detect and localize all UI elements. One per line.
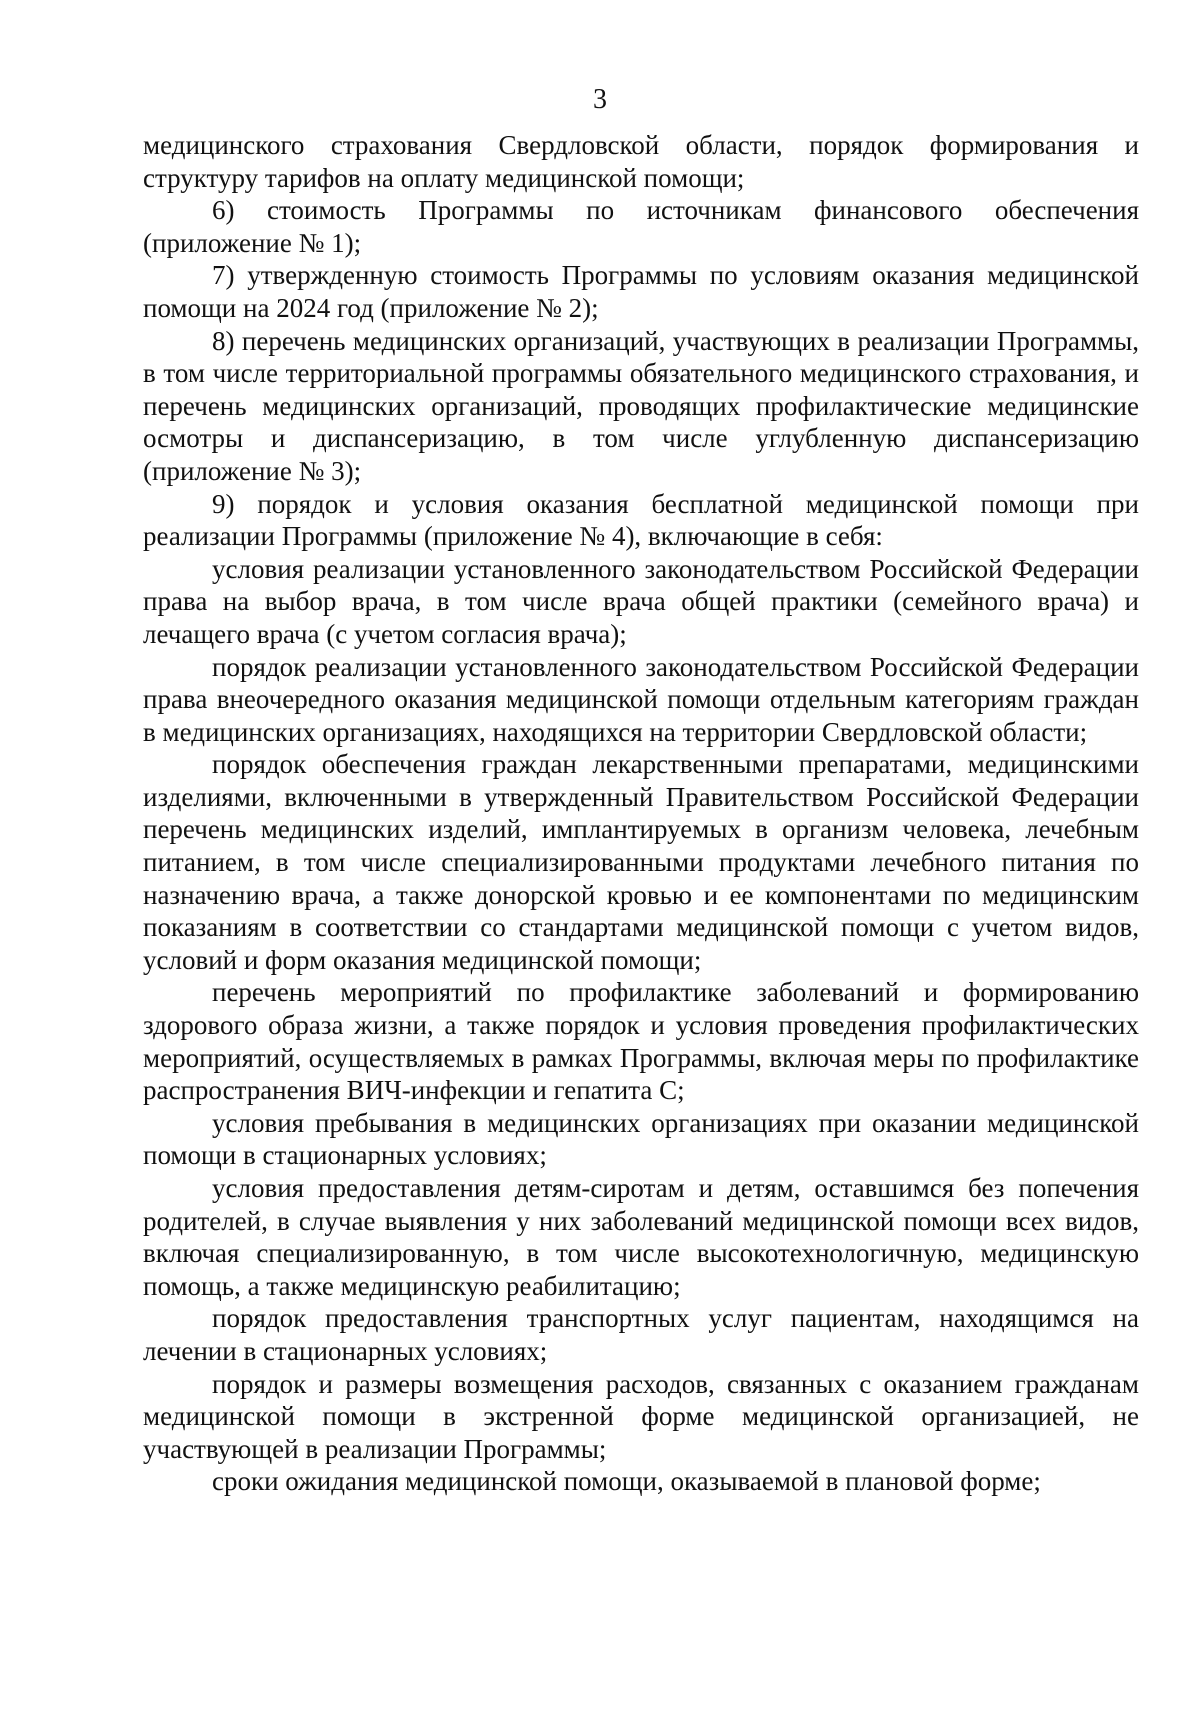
paragraph-item-7: 7) утвержденную стоимость Программы по условиям оказания медицинской помощи на 2024 год (приложение № 2); (143, 260, 1139, 323)
paragraph-subitem: условия предоставления детям-сиротам и детям, оставшимся без попечения родителей, в случае выявления у них заболеваний медицинской помощи всех видов, включая специализированную, в том числе высокотехнологичную, медицинскую помощь, а также медицинскую реабилитацию; (143, 1173, 1139, 1301)
paragraph-item-6: 6) стоимость Программы по источникам финансового обеспечения (приложение № 1); (143, 195, 1139, 258)
paragraph-subitem: условия пребывания в медицинских организациях при оказании медицинской помощи в стационарных условиях; (143, 1107, 1139, 1171)
page-number: 3 (593, 84, 607, 115)
paragraph-subitem: порядок обеспечения граждан лекарственными препаратами, медицинскими изделиями, включенными в утвержденный Правительством Российской Федерации перечень медицинских изделий, имплантируемых в организм человека, лечебным питанием, в том числе специализированными продуктами лечебного питания по назначению врача, а также донорской кровью и ее компонентами по медицинским показаниям в соответствии со стандартами медицинской помощи с учетом видов, условий и форм оказания медицинской помощи; (143, 749, 1139, 975)
paragraph-continuation: медицинского страхования Свердловской области, порядок формирования и структуру тарифов на оплату медицинской помощи; (143, 130, 1139, 193)
paragraph-subitem: сроки ожидания медицинской помощи, оказываемой в плановой форме; (212, 1466, 1041, 1497)
paragraph-subitem: порядок и размеры возмещения расходов, связанных с оказанием гражданам медицинской помощи в экстренной форме медицинской организацией, не участвующей в реализации Программы; (143, 1368, 1139, 1464)
paragraph-subitem: порядок предоставления транспортных услуг пациентам, находящимся на лечении в стационарных условиях; (143, 1303, 1139, 1366)
document-body (143, 129, 1139, 1498)
paragraph-subitem: условия реализации установленного законодательством Российской Федерации права на выбор врача, в том числе врача общей практики (семейного врача) и лечащего врача (с учетом согласия врача); (143, 553, 1139, 649)
paragraph-item-9: 9) порядок и условия оказания бесплатной медицинской помощи при реализации Программы (приложение № 4), включающие в себя: (143, 488, 1139, 552)
paragraph-subitem: перечень мероприятий по профилактике заболеваний и формированию здорового образа жизни, а также порядок и условия проведения профилактических мероприятий, осуществляемых в рамках Программы, включая меры по профилактике распространения ВИЧ-инфекции и гепатита С; (143, 977, 1139, 1106)
paragraph-subitem: порядок реализации установленного законодательством Российской Федерации права внеочередного оказания медицинской помощи отдельным категориям граждан в медицинских организациях, находящихся на территории Свердловской области; (143, 651, 1139, 747)
paragraph-item-8: 8) перечень медицинских организаций, участвующих в реализации Программы, в том числе территориальной программы обязательного медицинского страхования, и перечень медицинских организаций, проводящих профилактические медицинские осмотры и диспансеризацию, в том числе углубленную диспансеризацию (приложение № 3); (143, 325, 1139, 486)
